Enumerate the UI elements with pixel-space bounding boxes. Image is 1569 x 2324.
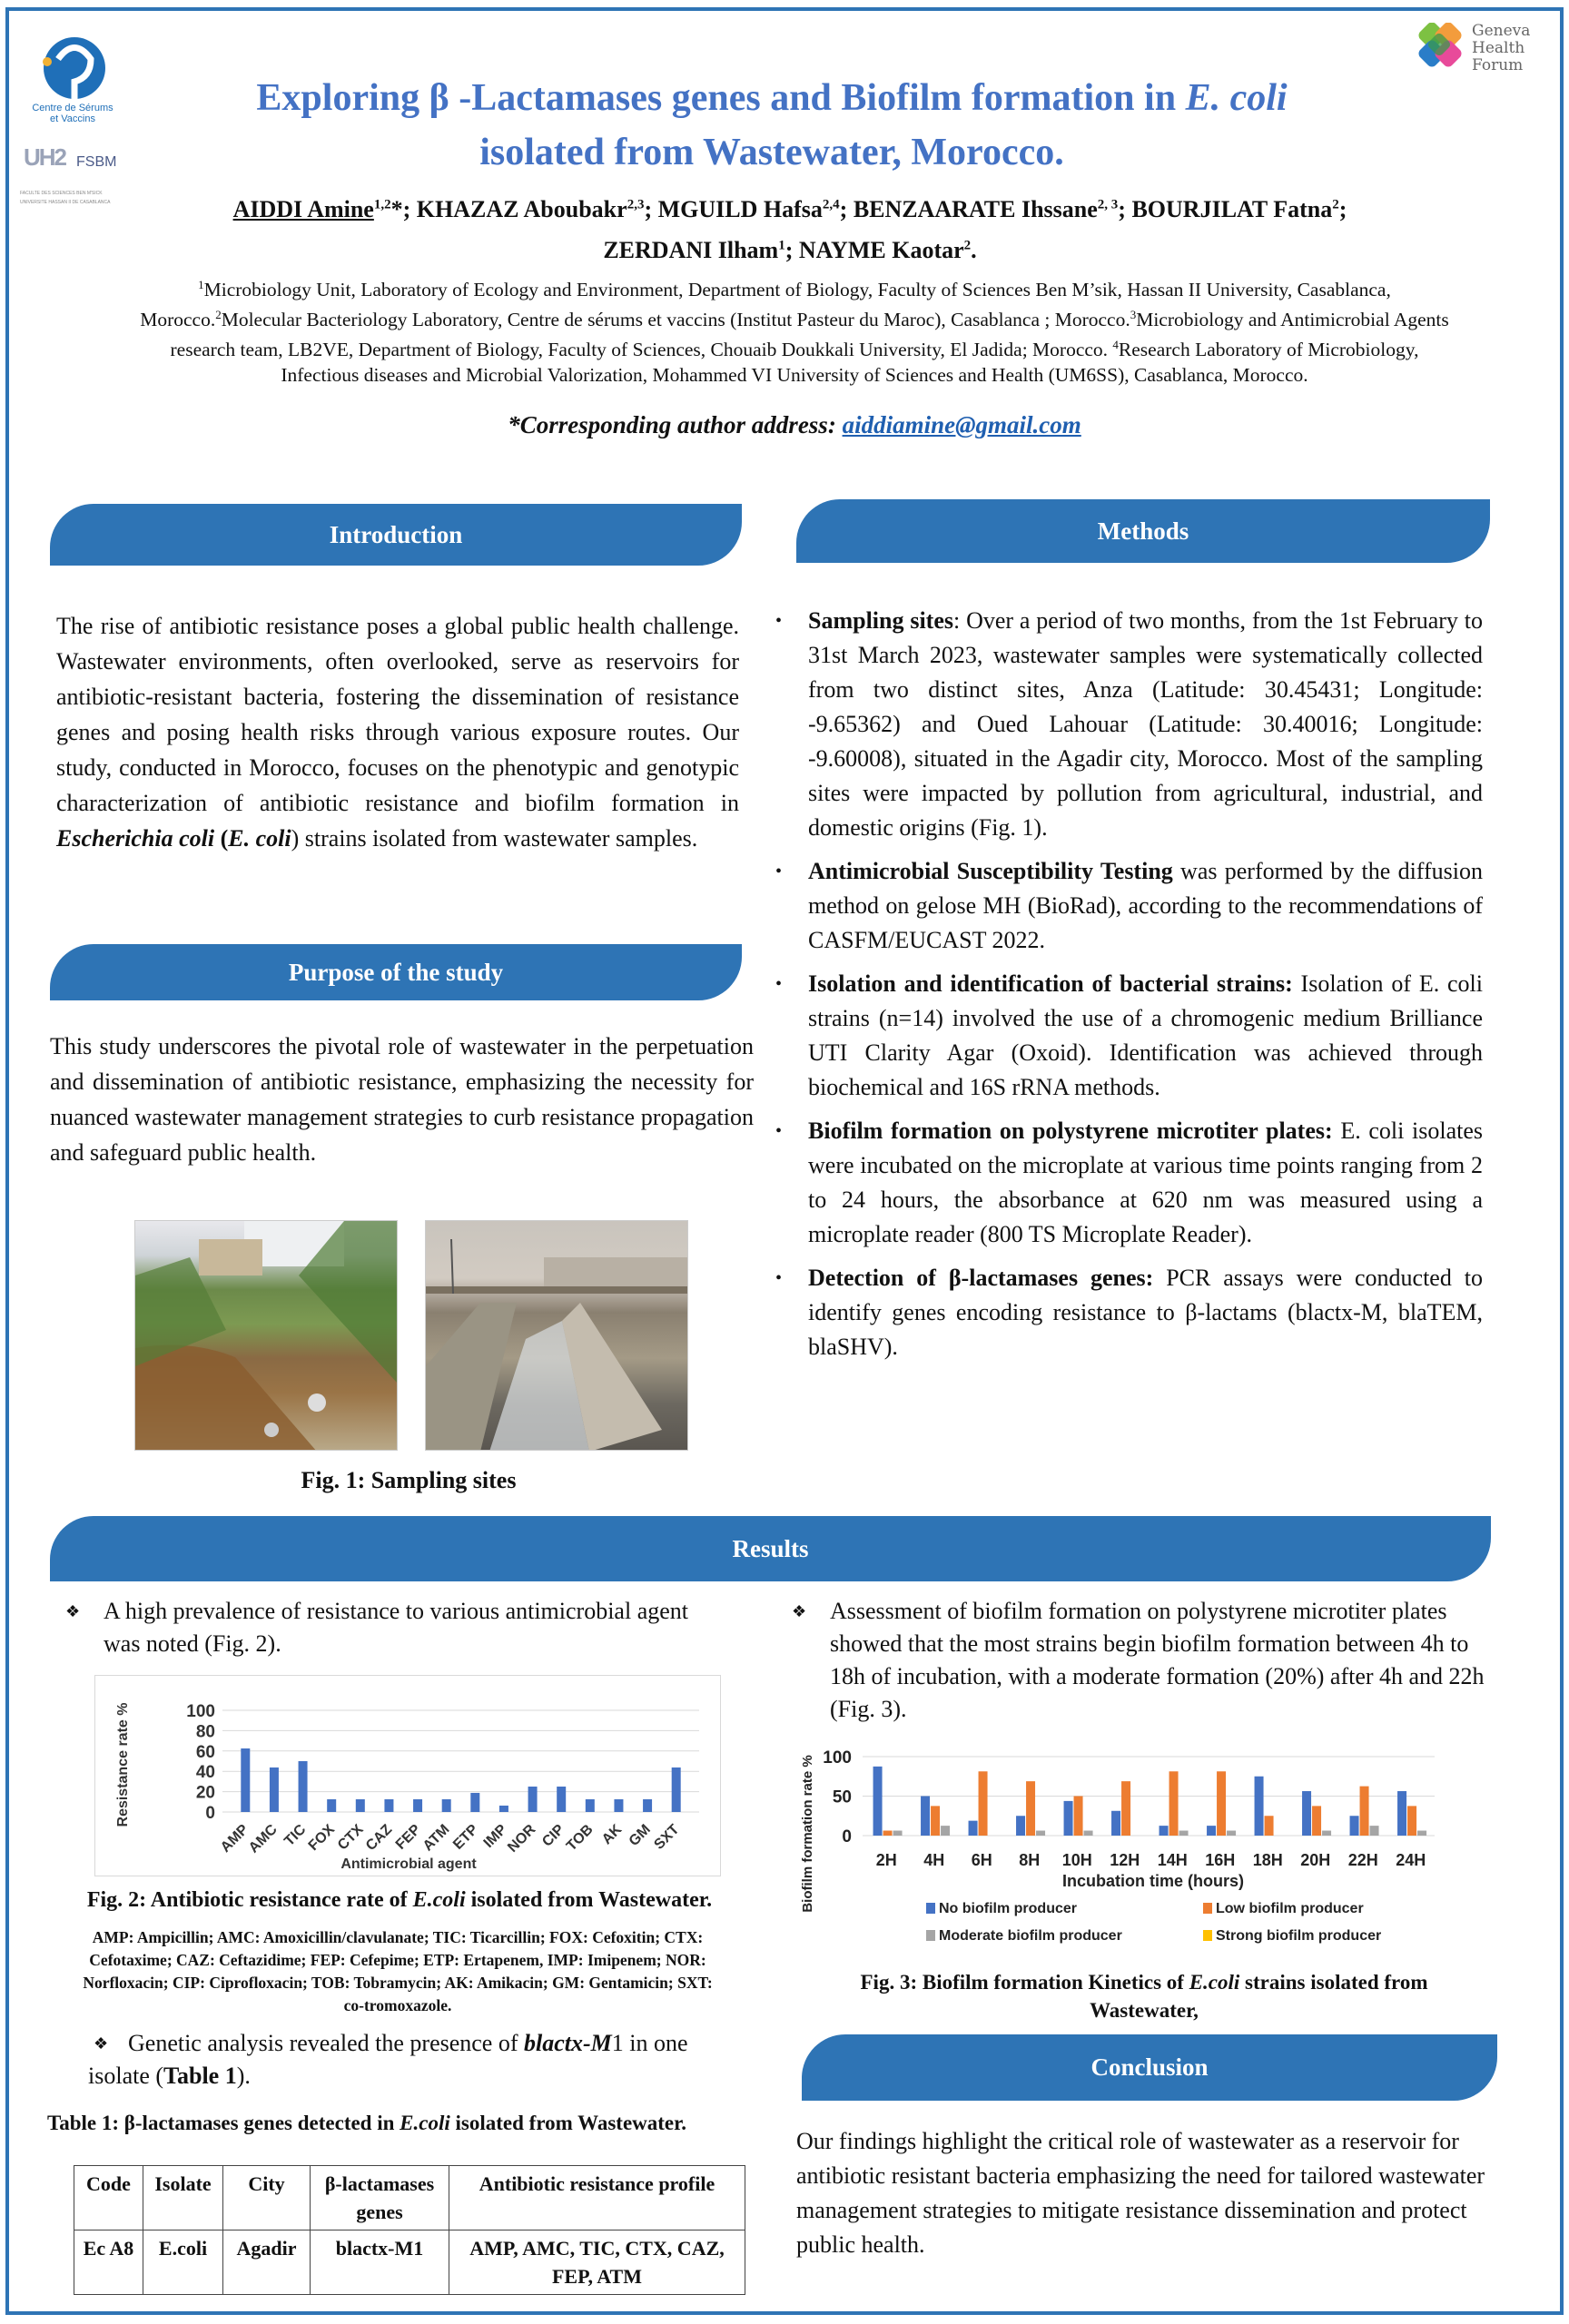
svg-text:Biofilm formation rate %: Biofilm formation rate % [800,1755,815,1913]
methods-item [770,854,1483,958]
table-header-row [74,2166,745,2230]
methods-list [770,604,1483,1374]
diamond-bullet-icon: ❖ [65,1602,81,1620]
col-city: City [223,2166,311,2230]
sampling-site-photo-2 [425,1220,688,1451]
svg-text:4H: 4H [923,1851,945,1869]
author-name: ZERDANI Ilham [603,237,779,264]
svg-text:20: 20 [195,1783,215,1803]
author-affiliation-sup: 2, 3 [1097,197,1119,212]
svg-text:Moderate biofilm producer: Moderate biofilm producer [939,1928,1122,1944]
fig2-abbreviations: AMP: Ampicillin; AMC: Amoxicillin/clavulanate; TIC: Ticarcillin; FOX: Cefoxitin; CTX: Cefotaxime; CAZ: Ceftazidime; FEP: Cefepime; ETP: Ertapenem, IMP: Imipenem; NOR: Norfloxacin; CIP: Ciprofloxacin; TOB: Tobramycin; AK: Amikacin; GM: Gentamicin; SXT: co-tromoxazole. [83,1928,713,2014]
corresponding-email-link[interactable]: aiddiamine@gmail.com [842,411,1081,438]
affiliation-sup: 2 [215,308,222,322]
table-row [74,2230,745,2295]
fig1-caption: Fig. 1: Sampling sites [301,1467,517,1493]
results-point-1 [65,1595,728,1660]
svg-text:NOR: NOR [505,1821,539,1856]
point2-a: Genetic analysis revealed the presence of [128,2030,525,2056]
svg-text:CTX: CTX [334,1821,367,1854]
author-name: NAYME Kaotar [798,237,964,264]
conclusion-heading: Conclusion [1090,2053,1209,2081]
methods-item-title: Isolation and identification of bacterial strains: [808,970,1293,997]
svg-text:14H: 14H [1157,1851,1188,1869]
point2-b: 1 in one isolate ( [88,2030,688,2089]
fig2-cap-b: isolated from Wastewater. [465,1888,713,1912]
svg-text:TIC: TIC [281,1821,310,1850]
svg-text:FOX: FOX [305,1821,339,1855]
intro-italic-species: Escherichia coli [56,825,215,852]
svg-text:No biofilm producer: No biofilm producer [939,1901,1077,1916]
cell-profile: AMP, AMC, TIC, CTX, CAZ, FEP, ATM [449,2230,745,2295]
fig3-cap-italic: E.coli [1189,1971,1240,1994]
table-1 [74,2165,745,2295]
author-affiliation-sup: 1 [778,238,785,253]
cell-genes: blactx-M1 [311,2230,449,2295]
author-affiliation-sup: 1,2 [373,197,391,212]
diamond-bullet-icon: ❖ [94,2034,109,2053]
svg-text:Strong biofilm producer: Strong biofilm producer [1216,1928,1382,1944]
purpose-heading: Purpose of the study [288,958,504,986]
stream-photo-icon [135,1221,398,1451]
results-banner [50,1516,1491,1581]
methods-item [770,604,1483,845]
results-point-2 [50,2027,722,2093]
svg-text:IMP: IMP [480,1821,510,1851]
biofilm-bar-chart [790,1736,1480,1954]
affiliation-sup: 1 [198,278,204,291]
point2-bold: Table 1 [163,2063,237,2089]
title-italic: E. coli [1185,77,1288,119]
methods-item-title: Biofilm formation on polystyrene microtiter plates: [808,1118,1333,1144]
geneva-health-forum-logo [1412,23,1557,95]
svg-text:18H: 18H [1252,1851,1283,1869]
ghf-line1: Geneva [1472,22,1531,40]
ghf-line3: Forum [1472,56,1524,74]
methods-item-text: PCR assays were conducted to identify genes encoding resistance to β-lactams (blactx-M, blaTEM, blaSHV). [808,1265,1483,1360]
cell-code: Ec A8 [74,2230,143,2295]
svg-text:100: 100 [823,1748,852,1768]
results-point-3 [792,1595,1491,1726]
methods-item [770,1114,1483,1252]
author-affiliation-sup: 2 [1332,197,1339,212]
introduction-heading: Introduction [329,520,463,548]
methods-item [770,1261,1483,1364]
methods-item [770,967,1483,1105]
svg-text:6H: 6H [971,1851,992,1869]
fig2-caption [54,1888,745,1913]
col-code: Code [74,2166,143,2230]
author-name: KHAZAZ Aboubakr [416,195,627,222]
fsbm-name: FSBM [76,154,117,170]
author: AIDDI Amine$^{1,2}$*; [232,195,417,222]
methods-item-title: Antimicrobial Susceptibility Testing [808,858,1173,884]
affiliations [136,272,1453,388]
results-point-3-text: Assessment of biofilm formation on polystyrene microtiter plates showed that the most strains begin biofilm formation between 4h to 18h of incubation, with a moderate formation (20%) after 4h and 22h (Fig. 3). [830,1598,1485,1722]
csv-logo-line1: Centre de Sérums [32,103,113,113]
csv-logo [18,32,127,132]
results-point-1-text: A high prevalence of resistance to various antimicrobial agent was noted (Fig. 2). [104,1598,688,1657]
svg-text:8H: 8H [1019,1851,1041,1869]
svg-text:TOB: TOB [563,1821,597,1855]
author-affiliation-sup: 2 [963,238,972,253]
svg-text:Low biofilm producer: Low biofilm producer [1216,1901,1364,1916]
author-list [136,186,1444,269]
introduction-banner [50,504,742,566]
results-heading: Results [732,1534,809,1562]
author-name: BENZAARATE Ihssane [853,195,1098,222]
fig2-cap-italic: E.coli [412,1888,466,1912]
svg-text:Resistance rate %: Resistance rate % [115,1702,131,1827]
channel-photo-icon [426,1221,688,1451]
svg-text:ATM: ATM [419,1821,453,1855]
fig2-chart [94,1675,721,1876]
point2-c: ). [236,2063,251,2089]
svg-text:CAZ: CAZ [362,1821,396,1855]
ghf-petal-icon [1412,23,1468,79]
svg-text:AMP: AMP [217,1821,252,1856]
col-profile: Antibiotic resistance profile [449,2166,745,2230]
methods-item-text: E. coli isolates were incubated on the microplate at various time points ranging from 2 to 24 hours, the absorbance at 620 nm was measured using a microplate reader (800 TS Microplate Reader). [808,1118,1484,1247]
svg-text:GM: GM [626,1821,654,1850]
svg-text:Incubation time (hours): Incubation time (hours) [1062,1872,1244,1890]
table1-cap-italic: E.coli [400,2112,450,2134]
svg-text:0: 0 [205,1804,215,1823]
uh2-mark: UH2 [24,143,66,171]
svg-text:SXT: SXT [651,1821,683,1853]
fig3-cap-a: Fig. 3: Biofilm formation Kinetics of [860,1971,1189,1994]
fig3-chart [790,1736,1480,1954]
resistance-bar-chart [95,1676,722,1877]
corresponding-label: *Corresponding author address: [508,411,843,438]
svg-text:40: 40 [195,1763,215,1783]
corresponding-author [136,411,1453,439]
author-affiliation-sup: 2,4 [822,197,840,212]
affiliation-sup: 4 [1112,338,1119,352]
author-affiliation-sup: 2,3 [627,197,645,212]
svg-text:20H: 20H [1300,1851,1331,1869]
poster-title [182,71,1362,180]
fig3-cap-b: strains isolated from Wastewater, [1090,1971,1428,2022]
affiliation-sup: 3 [1130,308,1137,322]
introduction-text [56,608,739,856]
svg-text:24H: 24H [1396,1851,1426,1869]
methods-item-title: Detection of β-lactamases genes: [808,1265,1154,1291]
affiliation-text: Research Laboratory of Microbiology, Infectious diseases and Microbial Valorization, Mohammed VI University of Sciences and Health (UM6SS), Casablanca, Morocco. [281,339,1419,387]
methods-item-text: was performed by the diffusion method on gelose MH (BioRad), according to the recommendations of CASFM/EUCAST 2022. [808,858,1483,953]
author-name: AIDDI Amine [232,195,374,222]
fsbm-sub2: UNIVERSITE HASSAN II DE CASABLANCA [20,200,111,205]
svg-text:16H: 16H [1205,1851,1236,1869]
intro-paren: ( [214,825,229,852]
svg-text:AK: AK [598,1821,626,1848]
author: BENZAARATE Ihssane$^{2, 3}$; [853,195,1132,222]
intro-text-a: The rise of antibiotic resistance poses a global public health challenge. Wastewater environments, often overlooked, serve as reservoirs for antibiotic-resistant bacteria, fostering the dissemination of resistance genes and posing health risks through various exposure routes. Our study, conducted in Morocco, focuses on the phenotypic and genotypic characterization of antibiotic resistance and biofilm formation in [56,613,739,816]
purpose-text: This study underscores the pivotal role of wastewater in the perpetuation and dissemination of antibiotic resistance, emphasizing the necessity for nuanced wastewater management strategies to curb resistance propagation and safeguard public health. [50,1033,754,1166]
svg-text:0: 0 [842,1827,852,1846]
methods-item-title: Sampling sites [808,607,953,634]
diamond-bullet-icon: ❖ [792,1602,807,1620]
svg-text:80: 80 [195,1722,215,1742]
svg-text:50: 50 [832,1787,852,1807]
title-line2: isolated from Wastewater, Morocco. [479,132,1064,173]
table1-caption [47,2112,765,2135]
col-genes: β-lactamases genes [311,2166,449,2230]
svg-text:100: 100 [186,1702,215,1721]
fsbm-sub1: FACULTE DES SCIENCES BEN M'SICK [20,191,103,196]
author: MGUILD Hafsa$^{2,4}$; [657,195,854,222]
fig3-caption [808,1968,1480,2024]
author: NAYME Kaotar$^2$. [798,237,977,264]
svg-text:ETP: ETP [450,1821,482,1853]
affiliation-text: Molecular Bacteriology Laboratory, Centre de sérums et vaccins (Institut Pasteur du Maroc), Casablanca ; Morocco. [221,309,1130,331]
sampling-site-photo-1 [134,1220,398,1451]
col-isolate: Isolate [143,2166,223,2230]
conclusion-text: Our findings highlight the critical role of wastewater as a reservoir for antibiotic resistant bacteria emphasizing the need for tailored wastewater management strategies to mitigate resistance dissemination and protect public health. [796,2128,1485,2258]
methods-item-text: Isolation of E. coli strains (n=14) involved the use of a chromogenic medium Brilliance UTI Clarity Agar (Oxoid). Identification was achieved through biochemical and 16S rRNA methods. [808,970,1483,1100]
fsbm-logo [20,143,129,216]
cell-isolate: E.coli [143,2230,223,2295]
table1-cap-a: Table 1: β-lactamases genes detected in [47,2112,400,2134]
svg-text:Antimicrobial agent: Antimicrobial agent [340,1856,477,1872]
svg-text:CIP: CIP [539,1821,568,1850]
methods-item-text: : Over a period of two months, from the 1st February to 31st March 2023, wastewater samples were systematically collected from two distinct sites, Anza (Latitude: 30.45431; Longitude: -9.65362) and Oued Lahouar (Latitude: 30.40016; Longitude: -9.60008), situated in the Agadir city, Morocco. Most of the sampling sites were impacted by pollution from agricultural, industrial, and domestic origins (Fig. 1). [808,607,1483,841]
purpose-banner [50,944,742,1000]
author: ZERDANI Ilham$^1$; [603,237,799,264]
affiliation-text: Microbiology Unit, Laboratory of Ecology and Environment, Department of Biology, Faculty of Sciences Ben M’sik, Hassan II University, Casablanca, Morocco. [140,279,1391,331]
affiliation-text: Microbiology and Antimicrobial Agents research team, LB2VE, Department of Biology, Faculty of Sciences, Chouaib Doukkali University, El Jadida; Morocco. [170,309,1449,361]
table1-cap-b: isolated from Wastewater. [449,2112,686,2134]
cell-city: Agadir [223,2230,311,2295]
svg-text:12H: 12H [1110,1851,1140,1869]
title-line1: Exploring β -Lactamases genes and Biofilm formation in [256,77,1186,119]
svg-text:FEP: FEP [392,1821,424,1853]
author-name: BOURJILAT Fatna [1131,195,1333,222]
svg-text:2H: 2H [875,1851,897,1869]
author: BOURJILAT Fatna$^2$; [1131,195,1347,222]
methods-heading: Methods [1097,517,1189,545]
fig2-cap-a: Fig. 2: Antibiotic resistance rate of [86,1888,413,1912]
author-name: MGUILD Hafsa [657,195,823,222]
ghf-line2: Health [1472,39,1525,57]
author: KHAZAZ Aboubakr$^{2,3}$; [416,195,658,222]
svg-text:AMC: AMC [245,1821,281,1856]
conclusion-banner [802,2034,1497,2101]
point2-italic: blactx-M [524,2030,612,2056]
intro-italic-ecoli: E. coli [228,825,291,852]
methods-banner [796,499,1490,563]
svg-text:60: 60 [195,1742,215,1762]
csv-logo-line2: et Vaccins [50,113,95,124]
svg-text:22H: 22H [1347,1851,1378,1869]
intro-text-b: ) strains isolated from wastewater samples. [291,825,698,852]
svg-text:10H: 10H [1061,1851,1092,1869]
